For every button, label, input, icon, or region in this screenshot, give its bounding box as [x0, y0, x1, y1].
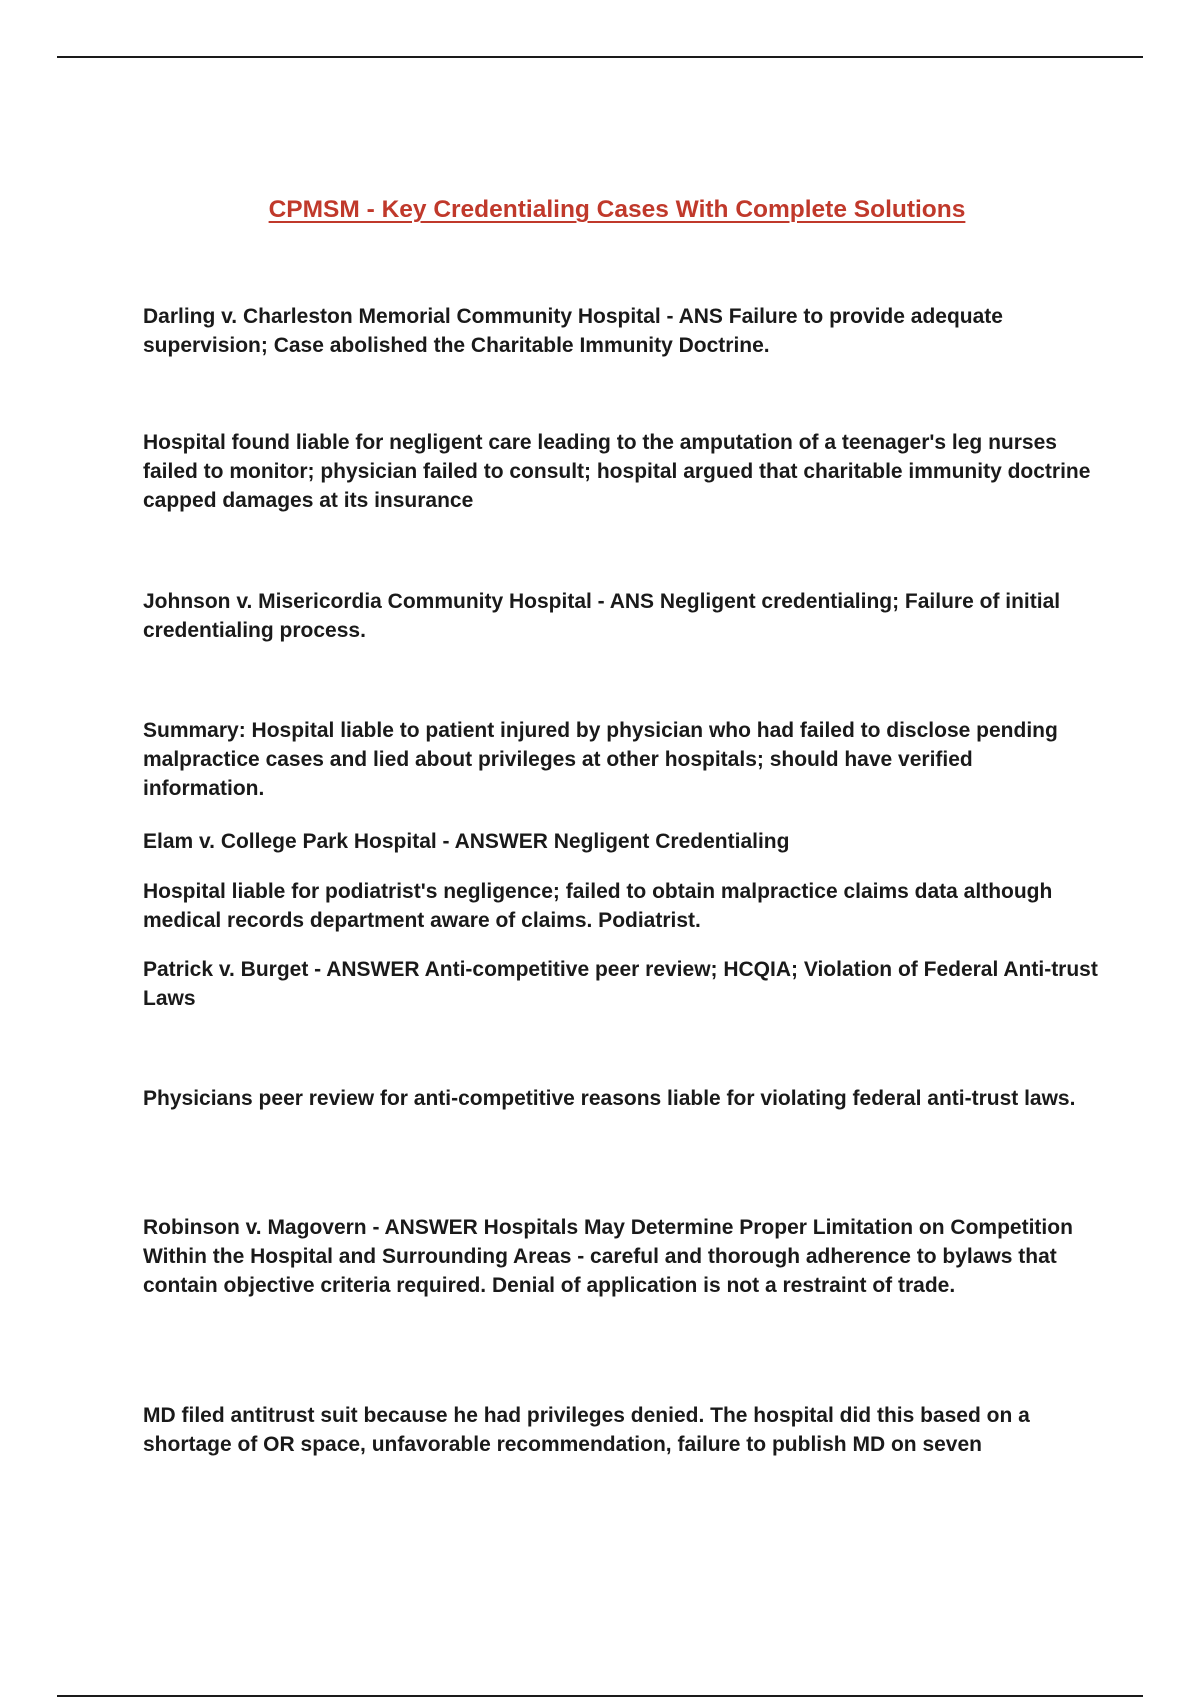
paragraph-robinson-case: Robinson v. Magovern - ANSWER Hospitals May Determine Proper Limitation on Competition Within the Hospital and Surrounding Areas - careful and thorough adherence to bylaws that contain objective criteria required. Denial of application is not a restraint of trade.: [143, 1216, 1073, 1297]
paragraph-patrick-case: Patrick v. Burget - ANSWER Anti-competitive peer review; HCQIA; Violation of Federal Anti-trust Laws: [143, 958, 1098, 1010]
paragraph-patrick-summary: Physicians peer review for anti-competitive reasons liable for violating federal anti-trust laws.: [143, 1087, 1076, 1110]
paragraph-johnson-summary: Summary: Hospital liable to patient injured by physician who had failed to disclose pending malpractice cases and lied about privileges at other hospitals; should have verified information.: [143, 719, 1058, 800]
document-title: [0, 194, 1200, 226]
header-rule: [57, 56, 1143, 58]
paragraph-robinson-summary: MD filed antitrust suit because he had privileges denied. The hospital did this based on a shortage of OR space, unfavorable recommendation, failure to publish MD on seven: [143, 1404, 1030, 1456]
paragraph-darling-summary: Hospital found liable for negligent care leading to the amputation of a teenager's leg nurses failed to monitor; physician failed to consult; hospital argued that charitable immunity doctrine capped damages at its insurance: [143, 431, 1091, 512]
paragraph-elam-case: Elam v. College Park Hospital - ANSWER Negligent Credentialing: [143, 830, 790, 853]
footer-rule: [57, 1695, 1143, 1697]
document-title-text: CPMSM - Key Credentialing Cases With Complete Solutions: [268, 196, 966, 223]
paragraph-darling-case: Darling v. Charleston Memorial Community Hospital - ANS Failure to provide adequate supervision; Case abolished the Charitable Immunity Doctrine.: [143, 305, 1003, 357]
paragraph-elam-summary: Hospital liable for podiatrist's negligence; failed to obtain malpractice claims data although medical records department aware of claims. Podiatrist.: [143, 880, 1053, 932]
paragraph-johnson-case: Johnson v. Misericordia Community Hospital - ANS Negligent credentialing; Failure of initial credentialing process.: [143, 590, 1061, 642]
